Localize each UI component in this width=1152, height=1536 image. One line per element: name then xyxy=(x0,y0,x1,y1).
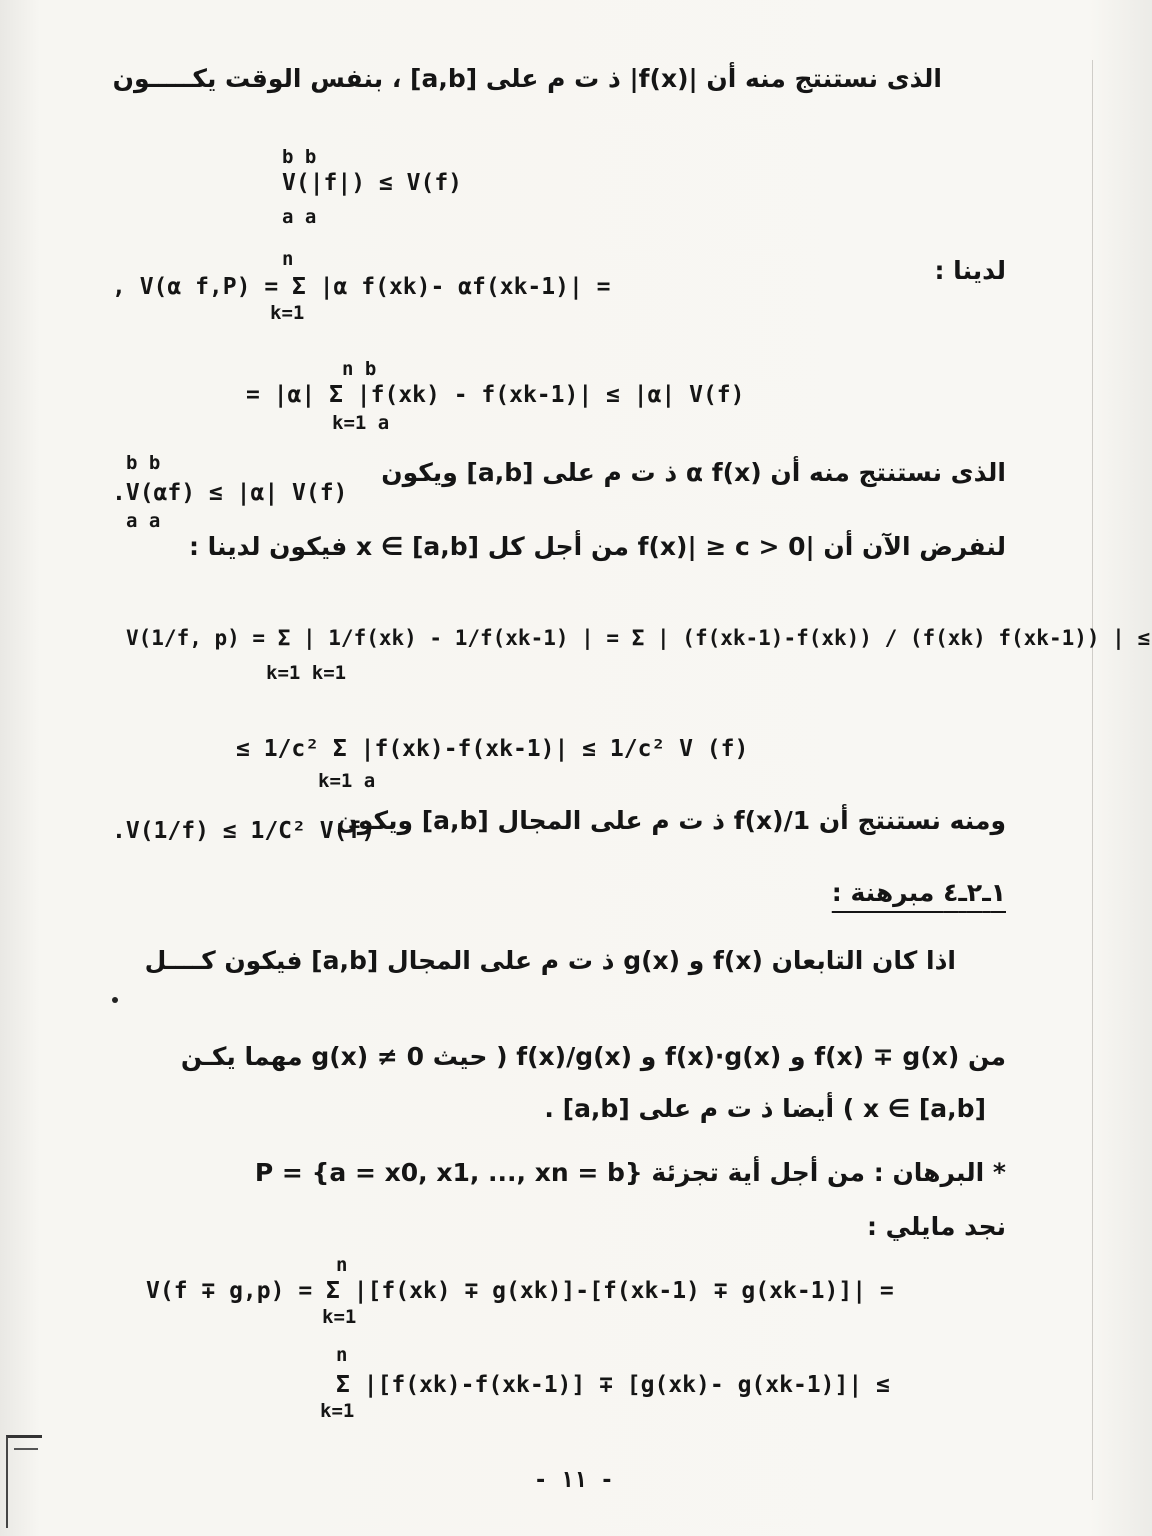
math-limit: k=1 xyxy=(322,1306,357,1328)
math-equation: = |α| Σ |f(xk) - f(xk-1)| ≤ |α| V(f) xyxy=(246,382,745,408)
math-limit: k=1 xyxy=(320,1400,355,1422)
theorem-heading: ١ـ٢ـ٤ مبرهنة : xyxy=(831,878,1006,907)
page-number: - ١١ - xyxy=(534,1468,614,1493)
text-line: ومنه نستنتج أن 1/f(x) ذ ت م على المجال [a,b] ويكون xyxy=(336,806,1006,835)
math-limit: a a xyxy=(282,206,317,228)
math-limit: k=1 a xyxy=(332,412,390,434)
math-limit: n xyxy=(336,1254,348,1276)
math-equation: ≤ 1/c² Σ |f(xk)-f(xk-1)| ≤ 1/c² V (f) xyxy=(236,736,749,762)
text-line: x ∈ [a,b] ) أيضا ذ ت م على [a,b] . xyxy=(544,1094,986,1123)
text-line: من f(x) ∓ g(x) و f(x)·g(x) و f(x)/g(x) ( حيث g(x) ≠ 0 مهما يكـن xyxy=(180,1042,1006,1071)
text-line: الذى نستنتج منه أن α f(x) ذ ت م على [a,b] ويكون xyxy=(381,458,1006,487)
text-line: نجد مايلي : xyxy=(866,1212,1006,1241)
math-equation: , V(α f,P) = Σ |α f(xk)- αf(xk-1)| = xyxy=(112,274,611,300)
math-inequality: V(|f|) ≤ V(f) xyxy=(282,170,463,196)
proof-line: * البرهان : من أجل أية تجزئة P = {a = x0, x1, ..., xn = b} xyxy=(254,1158,1006,1187)
math-limit: b b xyxy=(126,452,161,474)
math-equation: V(1/f, p) = Σ | 1/f(xk) - 1/f(xk-1) | = Σ | (f(xk-1)-f(xk)) / (f(xk) f(xk-1)) | ≤ xyxy=(126,626,1151,650)
math-limit: k=1 a xyxy=(318,770,376,792)
math-limit: a a xyxy=(126,510,161,532)
text-line: لدينا : xyxy=(934,256,1006,285)
math-limit: k=1 xyxy=(270,302,305,324)
math-limit: b b xyxy=(282,146,317,168)
text-line: الذى نستنتج منه أن |f(x)| ذ ت م على [a,b] ، بنفس الوقت يكـــــون xyxy=(112,64,942,93)
math-inequality: .V(1/f) ≤ 1/C² V(f) xyxy=(112,818,376,844)
page-fold-line xyxy=(1092,60,1093,1500)
stacked-page-edge xyxy=(14,1448,38,1530)
math-limit: n xyxy=(282,248,294,270)
math-limit: n b xyxy=(342,358,377,380)
math-limit: k=1 k=1 xyxy=(266,662,347,684)
text-line: اذا كان التابعان f(x) و g(x) ذ ت م على المجال [a,b] فيكون كــــل xyxy=(144,946,956,975)
math-inequality: .V(αf) ≤ |α| V(f) xyxy=(112,480,348,506)
math-limit: n xyxy=(336,1344,348,1366)
ink-speck xyxy=(112,997,118,1003)
math-equation: V(f ∓ g,p) = Σ |[f(xk) ∓ g(xk)]-[f(xk-1) ∓ g(xk-1)]| = xyxy=(146,1278,894,1304)
text-line: لنفرض الآن أن |f(x)| ≥ c > 0 من أجل كل x ∈ [a,b] فيكون لدينا : xyxy=(188,532,1006,561)
math-equation: Σ |[f(xk)-f(xk-1)] ∓ [g(xk)- g(xk-1)]| ≤ xyxy=(336,1372,890,1398)
